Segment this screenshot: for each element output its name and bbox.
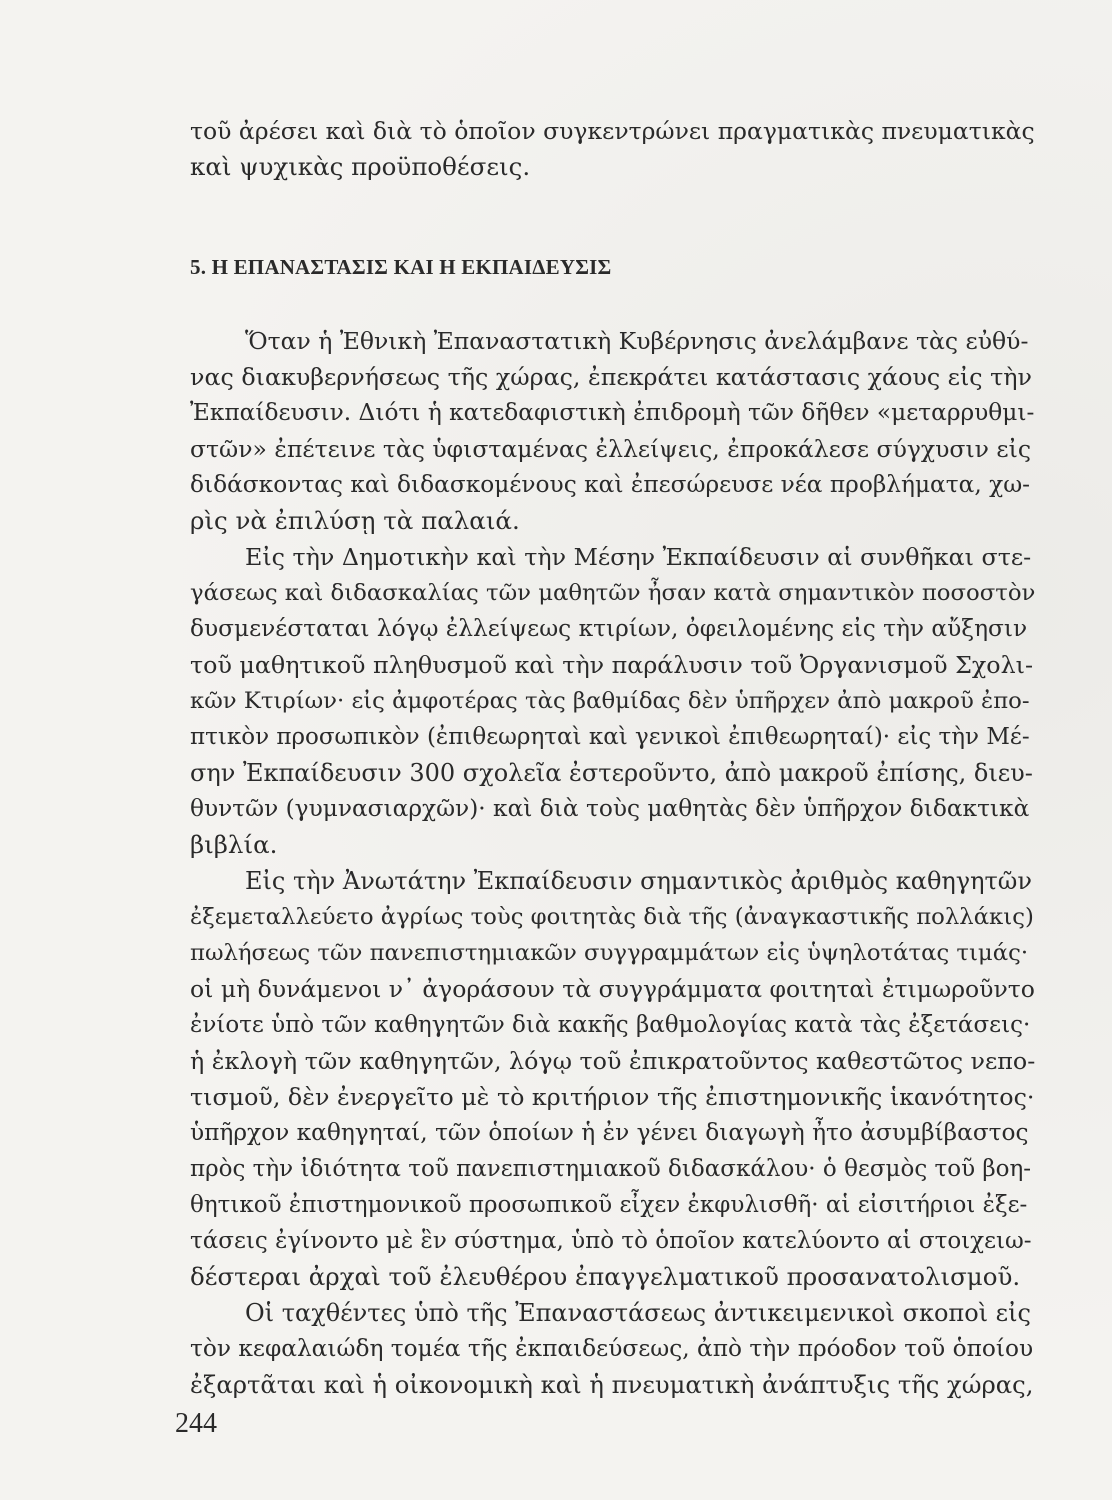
text-line: Ὅταν ἡ Ἐθνικὴ Ἐπαναστατικὴ Κυβέρνησις ἀνελάμβανε τὰς εὐθύ-	[245, 327, 1029, 355]
text-line: Οἱ ταχθέντες ὑπὸ τῆς Ἐπαναστάσεως ἀντικειμενικοὶ σκοποὶ εἰς	[245, 1299, 1031, 1327]
text-line: διδάσκοντας καὶ διδασκομένους καὶ ἐπεσώρευσε νέα προβλήματα, χω-	[190, 471, 1031, 498]
text-line: ἐξαρτᾶται καὶ ἡ οἰκονομικὴ καὶ ἡ πνευματικὴ ἀνάπτυξις τῆς χώρας,	[190, 1370, 1034, 1399]
page-number: 244	[175, 1408, 217, 1439]
text-line: οἱ μὴ δυνάμενοι ν᾽ ἀγοράσουν τὰ συγγράμματα φοιτηταὶ ἐτιμωροῦντο	[190, 975, 1035, 1003]
text-line: βιβλία.	[190, 830, 278, 859]
text-line: καὶ ψυχικὰς προϋποθέσεις.	[190, 152, 531, 181]
text-line: νας διακυβερνήσεως τῆς χώρας, ἐπεκράτει κατάστασις χάους εἰς τὴν	[190, 363, 1032, 391]
text-line: σην Ἐκπαίδευσιν 300 σχολεῖα ἐστεροῦντο, ἀπὸ μακροῦ ἐπίσης, διευ-	[190, 759, 1033, 787]
text-line: τοῦ ἀρέσει καὶ διὰ τὸ ὁποῖον συγκεντρώνει πραγματικὰς πνευματικὰς	[190, 117, 1035, 145]
text-line: στῶν» ἐπέτεινε τὰς ὑφισταμένας ἐλλείψεις, ἐπροκάλεσε σύγχυσιν εἰς	[190, 435, 1031, 463]
text-line: ὑπῆρχον καθηγηταί, τῶν ὁποίων ἡ ἐν γένει διαγωγὴ ἦτο ἀσυμβίβαστος	[190, 1119, 1029, 1146]
text-line: ἡ ἐκλογὴ τῶν καθηγητῶν, λόγῳ τοῦ ἐπικρατοῦντος καθεστῶτος νεπο-	[190, 1047, 1036, 1075]
text-line: γάσεως καὶ διδασκαλίας τῶν μαθητῶν ἦσαν κατὰ σημαντικὸν ποσοστὸν	[190, 580, 1036, 606]
text-line: πωλήσεως τῶν πανεπιστημιακῶν συγγραμμάτων εἰς ὑψηλοτάτας τιμάς·	[190, 940, 1029, 966]
text-line: κῶν Κτιρίων· εἰς ἀμφοτέρας τὰς βαθμίδας δὲν ὑπῆρχεν ἀπὸ μακροῦ ἐπο-	[190, 688, 1030, 714]
text-line: τισμοῦ, δὲν ἐνεργεῖτο μὲ τὸ κριτήριον τῆς ἐπιστημονικῆς ἱκανότητος·	[190, 1083, 1035, 1111]
text-line: πτικὸν προσωπικὸν (ἐπιθεωρηταὶ καὶ γενικοὶ ἐπιθεωρηταί)· εἰς τὴν Μέ-	[190, 724, 1030, 750]
text-line: δέστεραι ἀρχαὶ τοῦ ἐλευθέρου ἐπαγγελματικοῦ προσανατολισμοῦ.	[190, 1262, 1021, 1291]
text-line: Ἐκπαίδευσιν. Διότι ἡ κατεδαφιστικὴ ἐπιδρομὴ τῶν δῆθεν «μεταρρυθμι-	[190, 399, 1035, 426]
text-line: δυσμενέσταται λόγῳ ἐλλείψεως κτιρίων, ὀφειλομένης εἰς τὴν αὔξησιν	[190, 615, 1028, 642]
text-line: ἐνίοτε ὑπὸ τῶν καθηγητῶν διὰ κακῆς βαθμολογίας κατὰ τὰς ἐξετάσεις·	[190, 1012, 1031, 1038]
text-line: πρὸς τὴν ἰδιότητα τοῦ πανεπιστημιακοῦ διδασκάλου· ὁ θεσμὸς τοῦ βοη-	[190, 1156, 1032, 1182]
text-line: θυντῶν (γυμνασιαρχῶν)· καὶ διὰ τοὺς μαθητὰς δὲν ὑπῆρχον διδακτικὰ	[190, 795, 1030, 822]
text-line: τοῦ μαθητικοῦ πληθυσμοῦ καὶ τὴν παράλυσιν τοῦ Ὀργανισμοῦ Σχολι-	[190, 651, 1033, 679]
text-line: τάσεις ἐγίνοντο μὲ ἓν σύστημα, ὑπὸ τὸ ὁποῖον κατελύοντο αἱ στοιχειω-	[190, 1228, 1032, 1254]
text-line: ἐξεμεταλλεύετο ἀγρίως τοὺς φοιτητὰς διὰ τῆς (ἀναγκαστικῆς πολλάκις)	[190, 904, 1034, 930]
text-line: Εἰς τὴν Δημοτικὴν καὶ τὴν Μέσην Ἐκπαίδευσιν αἱ συνθῆκαι στε-	[245, 543, 1032, 571]
text-line: τὸν κεφαλαιώδη τομέα τῆς ἐκπαιδεύσεως, ἀπὸ τὴν πρόοδον τοῦ ὁποίου	[190, 1335, 1034, 1362]
text-line: ρὶς νὰ ἐπιλύσῃ τὰ παλαιά.	[190, 506, 520, 535]
text-line: θητικοῦ ἐπιστημονικοῦ προσωπικοῦ εἶχεν ἐκφυλισθῆ· αἱ εἰσιτήριοι ἐξε-	[190, 1192, 1028, 1218]
text-line: Εἰς τὴν Ἀνωτάτην Ἐκπαίδευσιν σημαντικὸς ἀριθμὸς καθηγητῶν	[245, 867, 1032, 895]
section-heading: 5. Η ΕΠΑΝΑΣΤΑΣΙΣ ΚΑΙ Η ΕΚΠΑΙΔΕΥΣΙΣ	[190, 255, 612, 279]
